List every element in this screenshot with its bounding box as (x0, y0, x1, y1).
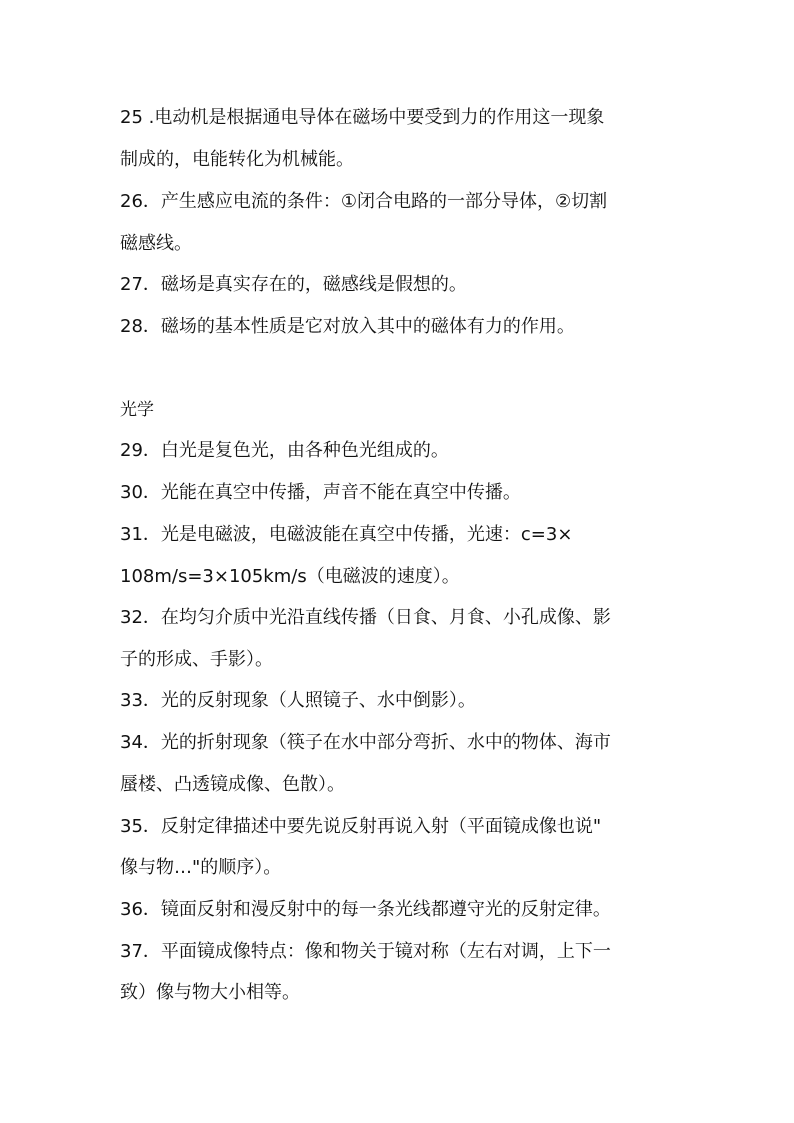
item-28: 28．磁场的基本性质是它对放入其中的磁体有力的作用。 (120, 316, 575, 337)
item-25-line-2: 制成的，电能转化为机械能。 (120, 149, 354, 170)
item-26-line-2: 磁感线。 (120, 233, 192, 254)
item-32-line-2: 子的形成、手影）。 (120, 649, 273, 670)
item-35-line-2: 像与物…"的顺序）。 (120, 857, 282, 878)
item-32-line-1: 32．在均匀介质中光沿直线传播（日食、月食、小孔成像、影 (120, 607, 611, 628)
item-27: 27．磁场是真实存在的，磁感线是假想的。 (120, 274, 467, 295)
item-33: 33．光的反射现象（人照镜子、水中倒影）。 (120, 690, 476, 711)
item-34-line-1: 34．光的折射现象（筷子在水中部分弯折、水中的物体、海市 (120, 732, 611, 753)
item-37-line-1: 37．平面镜成像特点：像和物关于镜对称（左右对调，上下一 (120, 941, 611, 962)
item-36: 36．镜面反射和漫反射中的每一条光线都遵守光的反射定律。 (120, 899, 611, 920)
section-heading-optics: 光学 (120, 400, 154, 420)
item-34-line-2: 蜃楼、凸透镜成像、色散）。 (120, 774, 345, 795)
item-29: 29．白光是复色光，由各种色光组成的。 (120, 440, 449, 461)
item-31-line-1: 31．光是电磁波，电磁波能在真空中传播，光速：c=3× (120, 524, 573, 545)
item-37-line-2: 致）像与物大小相等。 (120, 982, 300, 1003)
item-30: 30．光能在真空中传播，声音不能在真空中传播。 (120, 482, 521, 503)
item-31-line-2: 108m/s=3×105km/s（电磁波的速度）。 (120, 566, 460, 587)
item-25-line-1: 25 .电动机是根据通电导体在磁场中要受到力的作用这一现象 (120, 107, 605, 128)
item-35-line-1: 35．反射定律描述中要先说反射再说入射（平面镜成像也说" (120, 816, 602, 837)
item-26-line-1: 26．产生感应电流的条件：①闭合电路的一部分导体，②切割 (120, 191, 608, 212)
